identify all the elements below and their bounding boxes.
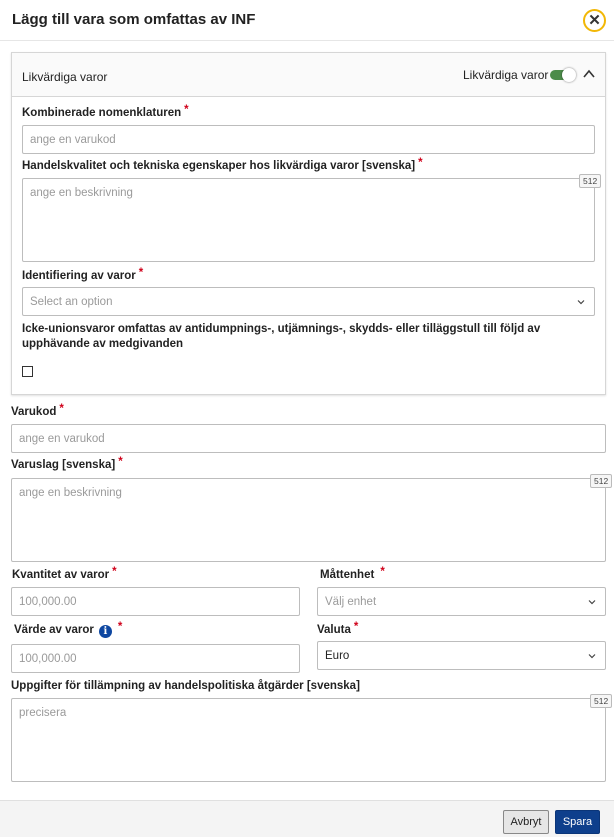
toggle-label: Likvärdiga varor (463, 68, 549, 82)
select-value: Euro (325, 649, 350, 662)
required-marker: * (418, 157, 423, 169)
quality-label: Handelskvalitet och tekniska egenskaper hos likvärdiga varor [svenska] * (22, 157, 423, 172)
required-marker: * (138, 267, 144, 279)
dialog-footer (0, 800, 614, 837)
panel-title: Likvärdiga varor (22, 70, 108, 84)
chevron-down-icon (588, 598, 596, 606)
required-marker: * (112, 566, 117, 578)
kvantitet-label: Kvantitet av varor * (12, 566, 117, 581)
chevron-down-icon (577, 298, 585, 306)
panel-header (12, 53, 605, 97)
info-icon[interactable]: i (99, 625, 112, 638)
valuta-select[interactable] (317, 641, 606, 670)
save-button[interactable]: Spara (555, 810, 600, 834)
select-placeholder: Välj enhet (325, 595, 377, 608)
kn-label: Kombinerade nomenklaturen * (22, 104, 189, 119)
kn-input[interactable]: ange en varukod (22, 125, 595, 154)
required-marker: * (380, 566, 385, 578)
close-button[interactable] (583, 9, 606, 32)
varde-label: Värde av varor i * (14, 621, 123, 637)
valuta-label: Valuta * (317, 621, 359, 636)
required-marker: * (118, 456, 123, 468)
uppgifter-textarea[interactable]: precisera (11, 698, 606, 782)
identification-select[interactable] (22, 287, 595, 316)
identification-label: Identifiering av varor * (22, 267, 144, 282)
char-counter: 512 (590, 694, 612, 708)
varukod-label: Varukod * (11, 403, 64, 418)
required-marker: * (184, 104, 189, 116)
dialog-title: Lägg till vara som omfattas av INF (12, 11, 256, 28)
toggle-knob (562, 68, 576, 82)
uppgifter-label: Uppgifter för tillämpning av handelspolitiska åtgärder [svenska] (11, 680, 360, 692)
non-union-label: Icke-unionsvaror omfattas av antidumpnings-, utjämnings-, skydds- eller tilläggstull till följd av upphävande av medgivanden (22, 323, 541, 350)
char-counter: 512 (590, 474, 612, 488)
non-union-checkbox[interactable] (22, 366, 33, 377)
chevron-down-icon (588, 652, 596, 660)
close-icon: ✕ (588, 12, 601, 29)
equivalent-goods-panel (11, 52, 606, 395)
varuslag-label: Varuslag [svenska] * (11, 456, 123, 471)
required-marker: * (353, 621, 359, 633)
required-marker: * (59, 403, 64, 415)
mattenhet-select[interactable] (317, 587, 606, 616)
varuslag-textarea[interactable]: ange en beskrivning (11, 478, 606, 562)
mattenhet-label: Måttenhet * (320, 566, 385, 581)
chevron-up-icon[interactable] (582, 67, 596, 81)
kvantitet-input[interactable]: 100,000.00 (11, 587, 300, 616)
equivalent-goods-toggle[interactable] (550, 70, 574, 80)
varde-input[interactable]: 100,000.00 (11, 644, 300, 673)
quality-textarea[interactable]: ange en beskrivning (22, 178, 595, 262)
char-counter: 512 (579, 174, 601, 188)
varukod-input[interactable]: ange en varukod (11, 424, 606, 453)
required-marker: * (117, 621, 123, 633)
cancel-button[interactable]: Avbryt (503, 810, 549, 834)
select-placeholder: Select an option (30, 295, 113, 308)
dialog-header (0, 0, 614, 41)
